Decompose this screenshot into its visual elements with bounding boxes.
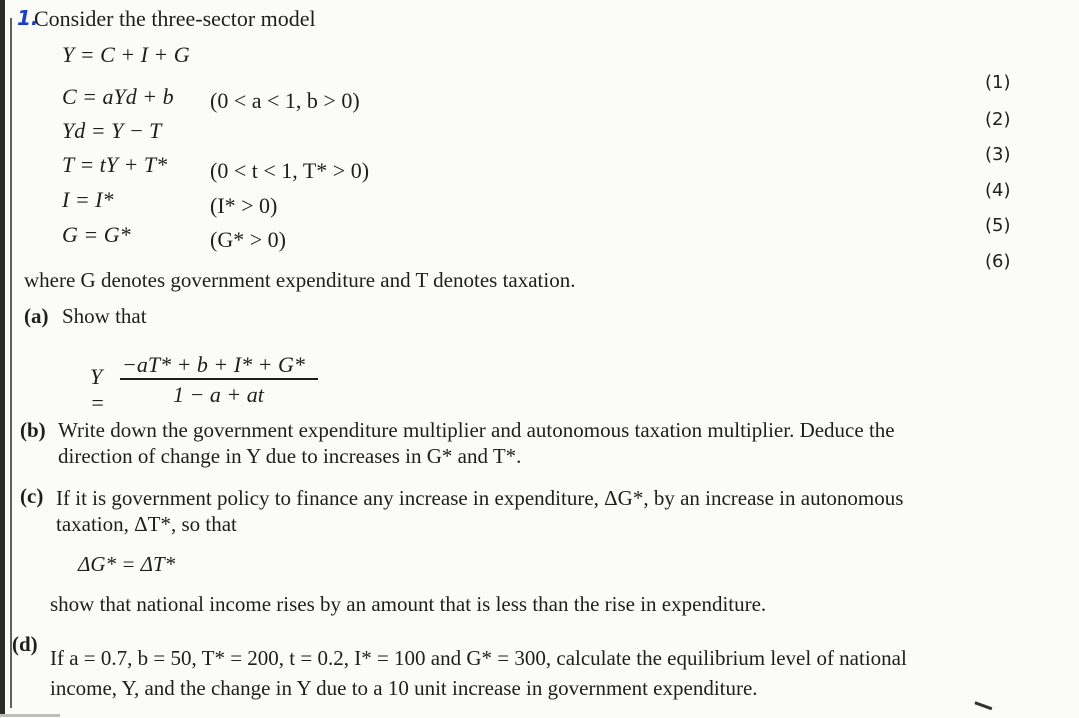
equation-number-2: (2) <box>985 109 1011 130</box>
equation-number-3: (3) <box>985 144 1011 165</box>
formula-denominator: 1 − a + at <box>173 382 264 407</box>
formula-numerator: −aT* + b + I* + G* <box>122 352 305 377</box>
equation-1: C = aYd + b <box>62 84 174 109</box>
equation-number-5: (5) <box>985 215 1011 236</box>
equation-3: T = tY + T* <box>62 152 168 177</box>
condition-4: (I* > 0) <box>210 193 278 218</box>
part-d-line2: income, Y, and the change in Y due to a 10 unit increase in government expenditure. <box>50 676 758 700</box>
pen-mark <box>972 701 993 717</box>
condition-3: (0 < t < 1, T* > 0) <box>210 158 370 183</box>
part-b-label: (b) <box>20 418 46 442</box>
part-c-line2: taxation, ΔT*, so that <box>56 512 237 536</box>
part-c-line1: If it is government policy to finance any increase in expenditure, ΔG*, by an increase in autonomous <box>56 486 904 510</box>
page-edge-shadow <box>0 0 5 717</box>
part-a-label: (a) <box>24 304 49 328</box>
equation-number-6: (6) <box>985 251 1011 272</box>
where-text: where G denotes government expenditure and T denotes taxation. <box>24 268 576 292</box>
condition-1: (0 < a < 1, b > 0) <box>210 88 360 113</box>
part-b-line1: Write down the government expenditure multiplier and autonomous taxation multiplier. Deduce the <box>58 418 895 442</box>
part-b-line2: direction of change in Y due to increases in G* and T*. <box>58 444 522 468</box>
condition-5: (G* > 0) <box>210 227 286 252</box>
part-c-line3: show that national income rises by an amount that is less than the rise in expenditure. <box>50 592 767 616</box>
formula-lhs: Y = <box>90 364 105 415</box>
question-number: 1. <box>17 6 39 30</box>
part-d-label: (d) <box>12 632 38 656</box>
part-c-formula: ΔG* = ΔT* <box>78 552 176 576</box>
equation-number-1: (1) <box>985 72 1011 93</box>
part-a-text: Show that <box>62 304 147 328</box>
fraction-bar <box>120 378 318 380</box>
intro-text: Consider the three-sector model <box>34 6 316 31</box>
equation-5: G = G* <box>62 222 131 247</box>
equation-2: Yd = Y − T <box>62 118 162 143</box>
part-c-label: (c) <box>20 484 44 508</box>
equation-0: Y = C + I + G <box>62 42 190 67</box>
part-d-line1: If a = 0.7, b = 50, T* = 200, t = 0.2, I* = 100 and G* = 300, calculate the equilibrium level of national <box>50 646 907 670</box>
margin-line <box>10 18 12 708</box>
equation-number-4: (4) <box>985 180 1011 201</box>
equation-4: I = I* <box>62 187 114 212</box>
